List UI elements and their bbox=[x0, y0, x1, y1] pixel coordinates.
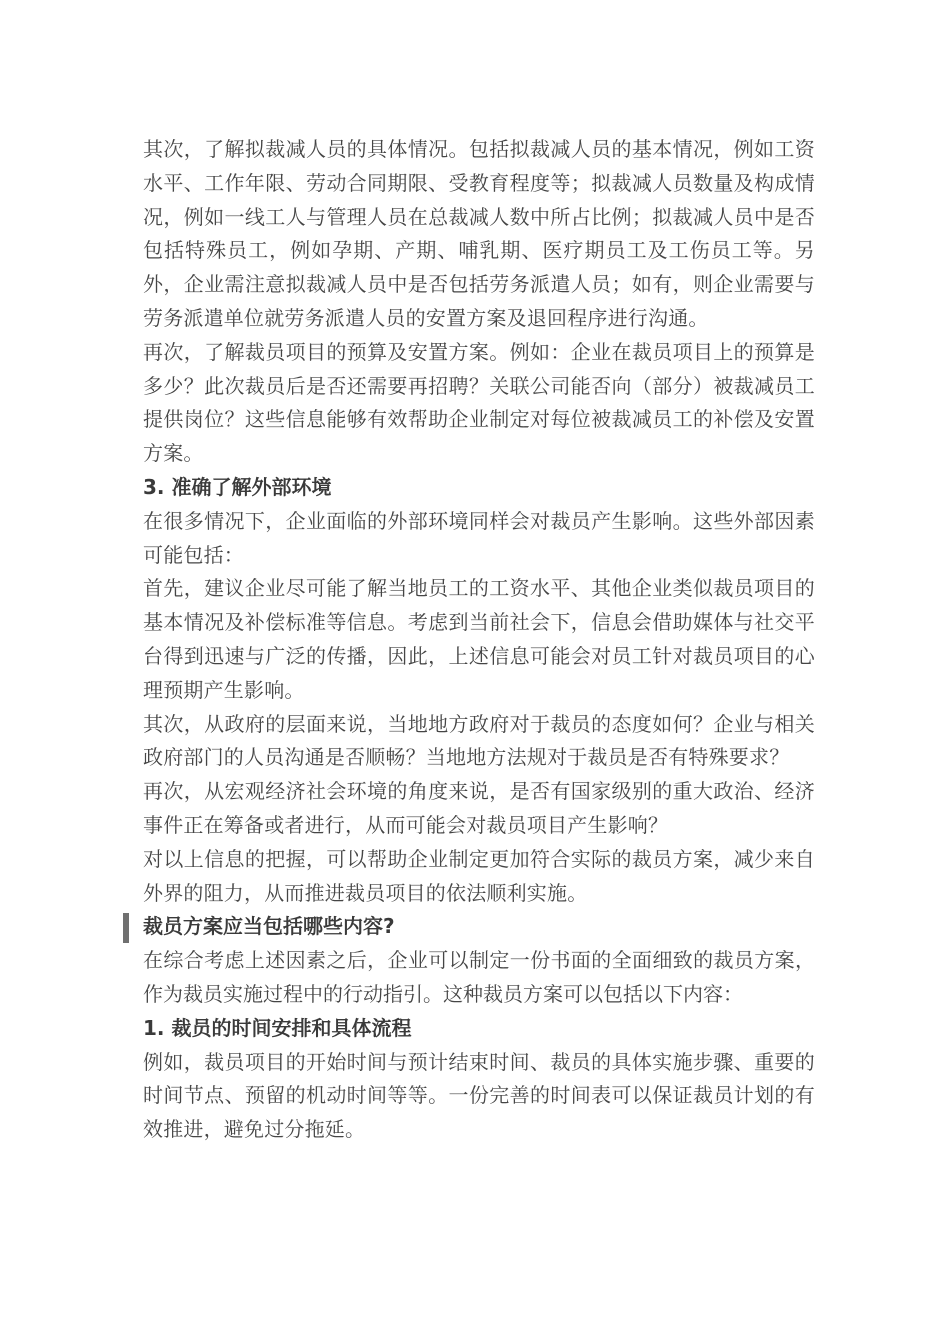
paragraph-government: 其次，从政府的层面来说，当地地方政府对于裁员的态度如何？企业与相关政府部门的人员沟通是否顺畅？当地地方法规对于裁员是否有特殊要求？ bbox=[143, 711, 815, 770]
subheading-timeline: 1. 裁员的时间安排和具体流程 bbox=[143, 1015, 412, 1040]
paragraph-section-intro: 在综合考虑上述因素之后，企业可以制定一份书面的全面细致的裁员方案，作为裁员实施过程中的行动指引。这种裁员方案可以包括以下内容： bbox=[143, 948, 815, 1006]
paragraph-summary: 对以上信息的把握，可以帮助企业制定更加符合实际的裁员方案，减少来自外界的阻力，从而推进裁员项目的依法顺利实施。 bbox=[143, 846, 815, 905]
paragraph-timeline: 例如，裁员项目的开始时间与预计结束时间、裁员的具体实施步骤、重要的时间节点、预留的机动时间等等。一份完善的时间表可以保证裁员计划的有效推进，避免过分拖延。 bbox=[143, 1049, 815, 1142]
paragraph-employees-info: 其次，了解拟裁减人员的具体情况。包括拟裁减人员的基本情况，例如工资水平、工作年限、劳动合同期限、受教育程度等；拟裁减人员数量及构成情况，例如一线工人与管理人员在总裁减人数中所占比例；拟裁减人员中是否包括特殊员工，例如孕期、产期、哺乳期、医疗期员工及工伤员工等。另外，企业需注意拟裁减人员中是否包括劳务派遣人员；如有，则企业需要与劳务派遣单位就劳务派遣人员的安置方案及退回程序进行沟通。 bbox=[143, 137, 815, 330]
document-body bbox=[143, 133, 815, 1147]
paragraph-macro-economy: 再次，从宏观经济社会环境的角度来说，是否有国家级别的重大政治、经济事件正在筹备或者进行，从而可能会对裁员项目产生影响？ bbox=[143, 779, 815, 837]
section-heading bbox=[143, 910, 815, 944]
paragraph-local-wages: 首先，建议企业尽可能了解当地员工的工资水平、其他企业类似裁员项目的基本情况及补偿标准等信息。考虑到当前社会下，信息会借助媒体与社交平台得到迅速与广泛的传播，因此，上述信息可能会对员工针对裁员项目的心理预期产生影响。 bbox=[143, 576, 815, 702]
section-bar-marker bbox=[123, 913, 129, 943]
subheading-external-environment: 3. 准确了解外部环境 bbox=[143, 474, 332, 499]
paragraph-budget-plan: 再次，了解裁员项目的预算及安置方案。例如：企业在裁员项目上的预算是多少？此次裁员后是否还需要再招聘？关联公司能否向（部分）被裁减员工提供岗位？这些信息能够有效帮助企业制定对每位被裁减员工的补偿及安置方案。 bbox=[143, 339, 815, 466]
paragraph-external-intro: 在很多情况下，企业面临的外部环境同样会对裁员产生影响。这些外部因素可能包括： bbox=[143, 508, 815, 567]
section-heading-text: 裁员方案应当包括哪些内容? bbox=[143, 914, 395, 939]
